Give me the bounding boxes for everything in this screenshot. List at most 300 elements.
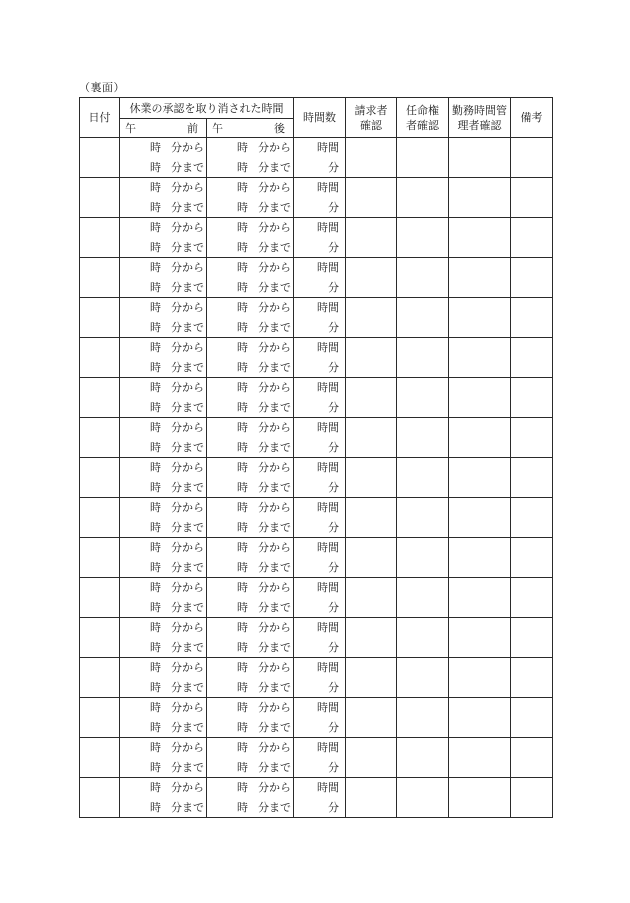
pm-time-cell[interactable] bbox=[207, 578, 294, 618]
total-minutes-label: 分 bbox=[328, 400, 339, 414]
requester-confirm-cell[interactable] bbox=[346, 618, 397, 658]
hours-total-cell[interactable] bbox=[294, 298, 346, 338]
manager-confirm-cell[interactable] bbox=[449, 378, 511, 418]
hour-label: 時 bbox=[237, 701, 248, 714]
hour-label: 時 bbox=[150, 261, 161, 274]
until-label: 分まで bbox=[258, 200, 291, 214]
date-cell[interactable] bbox=[80, 178, 120, 218]
manager-confirm-cell[interactable] bbox=[449, 258, 511, 298]
header-manager-line1: 勤務時間管 bbox=[452, 103, 507, 117]
leave-cancellation-table bbox=[79, 97, 553, 818]
pm-time-cell[interactable] bbox=[207, 178, 294, 218]
appointer-confirm-cell[interactable] bbox=[397, 258, 449, 298]
total-hours-label: 時間 bbox=[317, 621, 339, 634]
remarks-cell[interactable] bbox=[511, 778, 553, 818]
total-hours-label: 時間 bbox=[317, 181, 339, 194]
remarks-cell[interactable] bbox=[511, 298, 553, 338]
header-appointer-line2: 者確認 bbox=[406, 118, 439, 132]
total-hours-label: 時間 bbox=[317, 221, 339, 234]
until-label: 分まで bbox=[258, 360, 291, 374]
manager-confirm-cell[interactable] bbox=[449, 458, 511, 498]
total-hours-label: 時間 bbox=[317, 581, 339, 594]
am-time-cell[interactable] bbox=[120, 218, 207, 258]
from-label: 分から bbox=[258, 341, 291, 354]
date-cell[interactable] bbox=[80, 378, 120, 418]
total-minutes-label: 分 bbox=[328, 520, 339, 534]
hour-label: 時 bbox=[237, 320, 248, 334]
appointer-confirm-cell[interactable] bbox=[397, 578, 449, 618]
until-label: 分まで bbox=[171, 680, 204, 694]
appointer-confirm-cell[interactable] bbox=[397, 498, 449, 538]
date-cell[interactable] bbox=[80, 138, 120, 178]
from-label: 分から bbox=[258, 661, 291, 674]
from-label: 分から bbox=[171, 341, 204, 354]
from-label: 分から bbox=[258, 701, 291, 714]
manager-confirm-cell[interactable] bbox=[449, 218, 511, 258]
until-label: 分まで bbox=[258, 720, 291, 734]
appointer-confirm-cell[interactable] bbox=[397, 698, 449, 738]
header-hours: 時間数 bbox=[294, 98, 346, 138]
until-label: 分まで bbox=[258, 440, 291, 454]
appointer-confirm-cell[interactable] bbox=[397, 458, 449, 498]
from-label: 分から bbox=[171, 581, 204, 594]
hour-label: 時 bbox=[150, 301, 161, 314]
manager-confirm-cell[interactable] bbox=[449, 138, 511, 178]
header-appointer-confirm bbox=[397, 98, 449, 138]
remarks-cell[interactable] bbox=[511, 698, 553, 738]
manager-confirm-cell[interactable] bbox=[449, 418, 511, 458]
am-time-cell[interactable] bbox=[120, 498, 207, 538]
appointer-confirm-cell[interactable] bbox=[397, 298, 449, 338]
appointer-confirm-cell[interactable] bbox=[397, 618, 449, 658]
hours-total-cell[interactable] bbox=[294, 578, 346, 618]
total-hours-label: 時間 bbox=[317, 461, 339, 474]
appointer-confirm-cell[interactable] bbox=[397, 378, 449, 418]
total-minutes-label: 分 bbox=[328, 240, 339, 254]
am-time-cell[interactable] bbox=[120, 178, 207, 218]
hour-label: 時 bbox=[237, 360, 248, 374]
appointer-confirm-cell[interactable] bbox=[397, 538, 449, 578]
table-row bbox=[80, 218, 553, 258]
from-label: 分から bbox=[258, 581, 291, 594]
remarks-cell[interactable] bbox=[511, 138, 553, 178]
from-label: 分から bbox=[171, 781, 204, 794]
hour-label: 時 bbox=[237, 501, 248, 514]
hour-label: 時 bbox=[150, 200, 161, 214]
remarks-cell[interactable] bbox=[511, 418, 553, 458]
requester-confirm-cell[interactable] bbox=[346, 378, 397, 418]
header-manager-confirm bbox=[449, 98, 511, 138]
hour-label: 時 bbox=[237, 301, 248, 314]
appointer-confirm-cell[interactable] bbox=[397, 658, 449, 698]
from-label: 分から bbox=[258, 381, 291, 394]
manager-confirm-cell[interactable] bbox=[449, 178, 511, 218]
hours-total-cell[interactable] bbox=[294, 458, 346, 498]
appointer-confirm-cell[interactable] bbox=[397, 418, 449, 458]
from-label: 分から bbox=[258, 421, 291, 434]
pm-time-cell[interactable] bbox=[207, 258, 294, 298]
requester-confirm-cell[interactable] bbox=[346, 298, 397, 338]
appointer-confirm-cell[interactable] bbox=[397, 338, 449, 378]
hour-label: 時 bbox=[237, 261, 248, 274]
hour-label: 時 bbox=[150, 341, 161, 354]
table-row bbox=[80, 178, 553, 218]
hour-label: 時 bbox=[237, 381, 248, 394]
pm-time-cell[interactable] bbox=[207, 418, 294, 458]
until-label: 分まで bbox=[258, 160, 291, 174]
from-label: 分から bbox=[171, 381, 204, 394]
total-minutes-label: 分 bbox=[328, 760, 339, 774]
hour-label: 時 bbox=[237, 600, 248, 614]
pm-time-cell[interactable] bbox=[207, 218, 294, 258]
pm-time-cell[interactable] bbox=[207, 698, 294, 738]
date-cell[interactable] bbox=[80, 338, 120, 378]
manager-confirm-cell[interactable] bbox=[449, 618, 511, 658]
remarks-cell[interactable] bbox=[511, 658, 553, 698]
table-row bbox=[80, 138, 553, 178]
am-time-cell[interactable] bbox=[120, 618, 207, 658]
until-label: 分まで bbox=[258, 320, 291, 334]
until-label: 分まで bbox=[258, 280, 291, 294]
hour-label: 時 bbox=[150, 221, 161, 234]
manager-confirm-cell[interactable] bbox=[449, 738, 511, 778]
total-hours-label: 時間 bbox=[317, 381, 339, 394]
date-cell[interactable] bbox=[80, 578, 120, 618]
am-time-cell[interactable] bbox=[120, 698, 207, 738]
remarks-cell[interactable] bbox=[511, 738, 553, 778]
date-cell[interactable] bbox=[80, 778, 120, 818]
pm-time-cell[interactable] bbox=[207, 658, 294, 698]
date-cell[interactable] bbox=[80, 498, 120, 538]
hour-label: 時 bbox=[237, 280, 248, 294]
table-row bbox=[80, 538, 553, 578]
date-cell[interactable] bbox=[80, 418, 120, 458]
pm-time-cell[interactable] bbox=[207, 458, 294, 498]
from-label: 分から bbox=[258, 541, 291, 554]
hour-label: 時 bbox=[150, 360, 161, 374]
hour-label: 時 bbox=[237, 181, 248, 194]
hour-label: 時 bbox=[150, 560, 161, 574]
table-row bbox=[80, 298, 553, 338]
am-time-cell[interactable] bbox=[120, 458, 207, 498]
requester-confirm-cell[interactable] bbox=[346, 138, 397, 178]
total-hours-label: 時間 bbox=[317, 781, 339, 794]
total-hours-label: 時間 bbox=[317, 701, 339, 714]
total-minutes-label: 分 bbox=[328, 640, 339, 654]
hours-total-cell[interactable] bbox=[294, 498, 346, 538]
from-label: 分から bbox=[258, 221, 291, 234]
total-minutes-label: 分 bbox=[328, 440, 339, 454]
hours-total-cell[interactable] bbox=[294, 258, 346, 298]
hour-label: 時 bbox=[237, 200, 248, 214]
pm-time-cell[interactable] bbox=[207, 298, 294, 338]
pm-time-cell[interactable] bbox=[207, 378, 294, 418]
hour-label: 時 bbox=[150, 320, 161, 334]
hour-label: 時 bbox=[150, 461, 161, 474]
table-row bbox=[80, 258, 553, 298]
total-hours-label: 時間 bbox=[317, 741, 339, 754]
hour-label: 時 bbox=[150, 701, 161, 714]
total-minutes-label: 分 bbox=[328, 280, 339, 294]
from-label: 分から bbox=[171, 301, 204, 314]
hours-total-cell[interactable] bbox=[294, 218, 346, 258]
table-row bbox=[80, 738, 553, 778]
until-label: 分まで bbox=[258, 400, 291, 414]
header-am-right: 前 bbox=[187, 122, 198, 135]
until-label: 分まで bbox=[258, 480, 291, 494]
requester-confirm-cell[interactable] bbox=[346, 218, 397, 258]
hour-label: 時 bbox=[237, 141, 248, 154]
hours-total-cell[interactable] bbox=[294, 778, 346, 818]
remarks-cell[interactable] bbox=[511, 258, 553, 298]
appointer-confirm-cell[interactable] bbox=[397, 178, 449, 218]
date-cell[interactable] bbox=[80, 538, 120, 578]
until-label: 分まで bbox=[171, 440, 204, 454]
from-label: 分から bbox=[171, 421, 204, 434]
until-label: 分まで bbox=[258, 680, 291, 694]
table-row bbox=[80, 578, 553, 618]
until-label: 分まで bbox=[258, 240, 291, 254]
hour-label: 時 bbox=[150, 640, 161, 654]
total-minutes-label: 分 bbox=[328, 680, 339, 694]
date-cell[interactable] bbox=[80, 298, 120, 338]
total-hours-label: 時間 bbox=[317, 501, 339, 514]
until-label: 分まで bbox=[171, 320, 204, 334]
date-cell[interactable] bbox=[80, 458, 120, 498]
from-label: 分から bbox=[258, 501, 291, 514]
am-time-cell[interactable] bbox=[120, 138, 207, 178]
header-pm-left: 午 bbox=[212, 122, 223, 135]
hour-label: 時 bbox=[237, 720, 248, 734]
hours-total-cell[interactable] bbox=[294, 698, 346, 738]
hour-label: 時 bbox=[237, 341, 248, 354]
table-row bbox=[80, 378, 553, 418]
until-label: 分まで bbox=[171, 400, 204, 414]
hour-label: 時 bbox=[150, 760, 161, 774]
manager-confirm-cell[interactable] bbox=[449, 778, 511, 818]
hours-total-cell[interactable] bbox=[294, 658, 346, 698]
am-time-cell[interactable] bbox=[120, 418, 207, 458]
manager-confirm-cell[interactable] bbox=[449, 338, 511, 378]
hour-label: 時 bbox=[150, 160, 161, 174]
hour-label: 時 bbox=[150, 600, 161, 614]
hour-label: 時 bbox=[150, 781, 161, 794]
requester-confirm-cell[interactable] bbox=[346, 658, 397, 698]
from-label: 分から bbox=[258, 461, 291, 474]
requester-confirm-cell[interactable] bbox=[346, 778, 397, 818]
from-label: 分から bbox=[171, 741, 204, 754]
total-hours-label: 時間 bbox=[317, 261, 339, 274]
hour-label: 時 bbox=[237, 421, 248, 434]
date-cell[interactable] bbox=[80, 218, 120, 258]
hours-total-cell[interactable] bbox=[294, 738, 346, 778]
hour-label: 時 bbox=[150, 541, 161, 554]
header-date: 日付 bbox=[80, 98, 120, 138]
requester-confirm-cell[interactable] bbox=[346, 578, 397, 618]
remarks-cell[interactable] bbox=[511, 218, 553, 258]
appointer-confirm-cell[interactable] bbox=[397, 738, 449, 778]
total-minutes-label: 分 bbox=[328, 160, 339, 174]
from-label: 分から bbox=[258, 741, 291, 754]
until-label: 分まで bbox=[171, 280, 204, 294]
remarks-cell[interactable] bbox=[511, 338, 553, 378]
appointer-confirm-cell[interactable] bbox=[397, 778, 449, 818]
remarks-cell[interactable] bbox=[511, 458, 553, 498]
table-row bbox=[80, 458, 553, 498]
until-label: 分まで bbox=[171, 720, 204, 734]
from-label: 分から bbox=[258, 781, 291, 794]
appointer-confirm-cell[interactable] bbox=[397, 138, 449, 178]
hour-label: 時 bbox=[237, 581, 248, 594]
requester-confirm-cell[interactable] bbox=[346, 498, 397, 538]
remarks-cell[interactable] bbox=[511, 618, 553, 658]
until-label: 分まで bbox=[171, 800, 204, 814]
am-time-cell[interactable] bbox=[120, 778, 207, 818]
hours-total-cell[interactable] bbox=[294, 338, 346, 378]
pm-time-cell[interactable] bbox=[207, 338, 294, 378]
from-label: 分から bbox=[258, 261, 291, 274]
header-cancelled-period: 休業の承認を取り消された時間 bbox=[120, 98, 294, 119]
date-cell[interactable] bbox=[80, 698, 120, 738]
table-row bbox=[80, 418, 553, 458]
until-label: 分まで bbox=[171, 760, 204, 774]
header-requester-confirm bbox=[346, 98, 397, 138]
until-label: 分まで bbox=[258, 760, 291, 774]
hour-label: 時 bbox=[237, 480, 248, 494]
hour-label: 時 bbox=[150, 480, 161, 494]
remarks-cell[interactable] bbox=[511, 178, 553, 218]
until-label: 分まで bbox=[171, 240, 204, 254]
am-time-cell[interactable] bbox=[120, 258, 207, 298]
hour-label: 時 bbox=[150, 400, 161, 414]
remarks-cell[interactable] bbox=[511, 578, 553, 618]
header-requester-line1: 請求者 bbox=[354, 103, 388, 117]
hour-label: 時 bbox=[237, 440, 248, 454]
hour-label: 時 bbox=[237, 760, 248, 774]
manager-confirm-cell[interactable] bbox=[449, 298, 511, 338]
requester-confirm-cell[interactable] bbox=[346, 458, 397, 498]
requester-confirm-cell[interactable] bbox=[346, 178, 397, 218]
hour-label: 時 bbox=[150, 381, 161, 394]
table-row bbox=[80, 338, 553, 378]
requester-confirm-cell[interactable] bbox=[346, 538, 397, 578]
hour-label: 時 bbox=[237, 661, 248, 674]
hour-label: 時 bbox=[150, 741, 161, 754]
until-label: 分まで bbox=[171, 480, 204, 494]
am-time-cell[interactable] bbox=[120, 378, 207, 418]
header-requester-line2: 確認 bbox=[360, 118, 382, 132]
table-row bbox=[80, 618, 553, 658]
from-label: 分から bbox=[171, 221, 204, 234]
hours-total-cell[interactable] bbox=[294, 618, 346, 658]
hour-label: 時 bbox=[237, 520, 248, 534]
from-label: 分から bbox=[258, 621, 291, 634]
header-remarks: 備考 bbox=[511, 98, 553, 138]
am-time-cell[interactable] bbox=[120, 538, 207, 578]
hour-label: 時 bbox=[150, 621, 161, 634]
hour-label: 時 bbox=[237, 400, 248, 414]
table-row bbox=[80, 498, 553, 538]
hour-label: 時 bbox=[150, 141, 161, 154]
from-label: 分から bbox=[171, 461, 204, 474]
am-time-cell[interactable] bbox=[120, 578, 207, 618]
hours-total-cell[interactable] bbox=[294, 178, 346, 218]
hour-label: 時 bbox=[237, 781, 248, 794]
am-time-cell[interactable] bbox=[120, 298, 207, 338]
hour-label: 時 bbox=[150, 720, 161, 734]
pm-time-cell[interactable] bbox=[207, 738, 294, 778]
header-appointer-line1: 任命権 bbox=[406, 103, 439, 117]
date-cell[interactable] bbox=[80, 618, 120, 658]
until-label: 分まで bbox=[171, 160, 204, 174]
requester-confirm-cell[interactable] bbox=[346, 698, 397, 738]
until-label: 分まで bbox=[258, 600, 291, 614]
header-manager-line2: 理者確認 bbox=[457, 118, 502, 132]
remarks-cell[interactable] bbox=[511, 498, 553, 538]
date-cell[interactable] bbox=[80, 658, 120, 698]
requester-confirm-cell[interactable] bbox=[346, 418, 397, 458]
from-label: 分から bbox=[171, 621, 204, 634]
header-pm-right: 後 bbox=[274, 122, 285, 135]
manager-confirm-cell[interactable] bbox=[449, 578, 511, 618]
am-time-cell[interactable] bbox=[120, 658, 207, 698]
total-hours-label: 時間 bbox=[317, 421, 339, 434]
until-label: 分まで bbox=[171, 600, 204, 614]
hour-label: 時 bbox=[150, 680, 161, 694]
hours-total-cell[interactable] bbox=[294, 538, 346, 578]
am-time-cell[interactable] bbox=[120, 738, 207, 778]
am-time-cell[interactable] bbox=[120, 338, 207, 378]
pm-time-cell[interactable] bbox=[207, 778, 294, 818]
from-label: 分から bbox=[171, 661, 204, 674]
hours-total-cell[interactable] bbox=[294, 138, 346, 178]
total-minutes-label: 分 bbox=[328, 200, 339, 214]
hour-label: 時 bbox=[237, 461, 248, 474]
requester-confirm-cell[interactable] bbox=[346, 338, 397, 378]
total-hours-label: 時間 bbox=[317, 661, 339, 674]
requester-confirm-cell[interactable] bbox=[346, 738, 397, 778]
manager-confirm-cell[interactable] bbox=[449, 538, 511, 578]
date-cell[interactable] bbox=[80, 738, 120, 778]
from-label: 分から bbox=[171, 141, 204, 154]
pm-time-cell[interactable] bbox=[207, 138, 294, 178]
pm-time-cell[interactable] bbox=[207, 498, 294, 538]
appointer-confirm-cell[interactable] bbox=[397, 218, 449, 258]
date-cell[interactable] bbox=[80, 258, 120, 298]
from-label: 分から bbox=[258, 301, 291, 314]
until-label: 分まで bbox=[171, 520, 204, 534]
pm-time-cell[interactable] bbox=[207, 538, 294, 578]
hour-label: 時 bbox=[150, 501, 161, 514]
from-label: 分から bbox=[258, 141, 291, 154]
manager-confirm-cell[interactable] bbox=[449, 698, 511, 738]
manager-confirm-cell[interactable] bbox=[449, 658, 511, 698]
until-label: 分まで bbox=[258, 560, 291, 574]
hour-label: 時 bbox=[150, 440, 161, 454]
remarks-cell[interactable] bbox=[511, 378, 553, 418]
pm-time-cell[interactable] bbox=[207, 618, 294, 658]
side-label: （裏面） bbox=[79, 81, 125, 94]
until-label: 分まで bbox=[171, 360, 204, 374]
requester-confirm-cell[interactable] bbox=[346, 258, 397, 298]
hour-label: 時 bbox=[150, 661, 161, 674]
hour-label: 時 bbox=[237, 221, 248, 234]
hours-total-cell[interactable] bbox=[294, 418, 346, 458]
manager-confirm-cell[interactable] bbox=[449, 498, 511, 538]
remarks-cell[interactable] bbox=[511, 538, 553, 578]
until-label: 分まで bbox=[258, 640, 291, 654]
hours-total-cell[interactable] bbox=[294, 378, 346, 418]
